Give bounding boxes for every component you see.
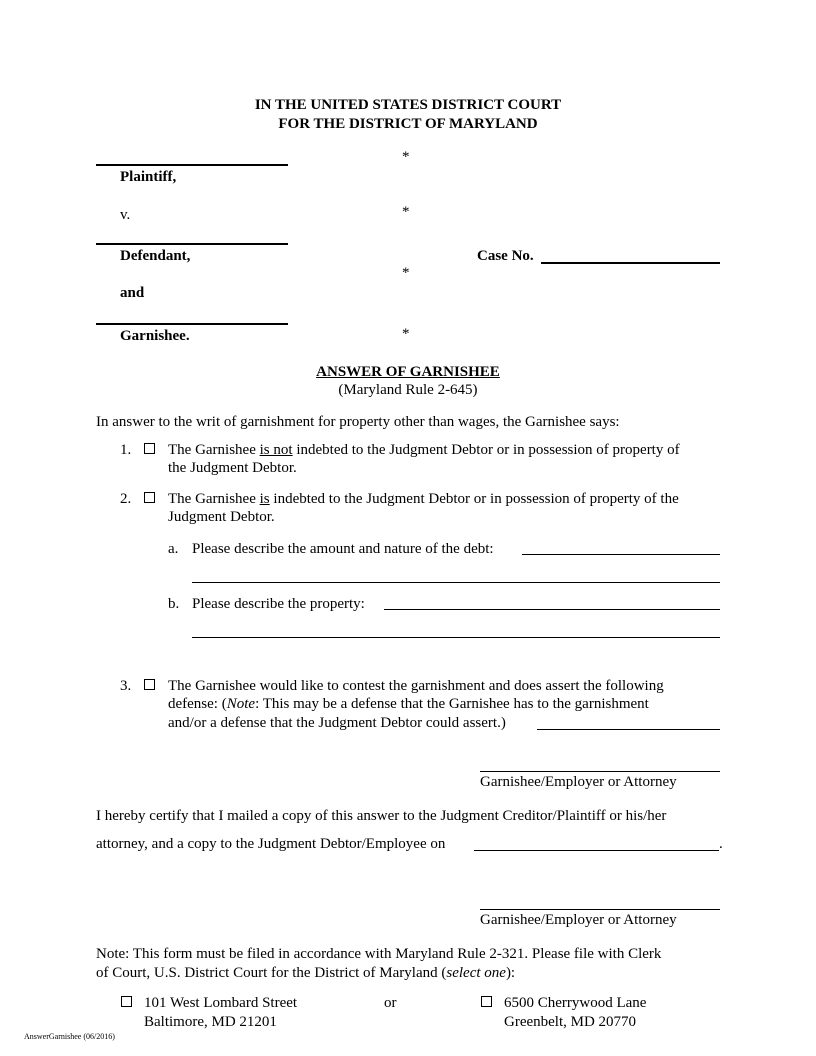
item-1-checkbox[interactable] [144,443,155,454]
item-2a-text: Please describe the amount and nature of the debt: [192,541,494,557]
item-2-checkbox[interactable] [144,492,155,503]
and-label: and [120,285,145,301]
item-1-text-line2: the Judgment Debtor. [168,460,297,476]
form-title: ANSWER OF GARNISHEE [316,364,500,380]
mailing-date-line[interactable] [474,850,719,851]
property-description-line[interactable] [384,609,720,610]
debt-description-line-2[interactable] [192,582,720,583]
certify-text: I hereby certify that I mailed a copy of this answer to the Judgment Creditor/Plaintiff or his/her [96,808,667,824]
versus-label: v. [120,207,131,223]
signature-label-1: Garnishee/Employer or Attorney [480,774,677,790]
intro-text: In answer to the writ of garnishment for property other than wages, the Garnishee says: [96,414,620,430]
item-2a-label: a. [168,541,179,557]
form-subtitle: (Maryland Rule 2-645) [338,382,478,398]
or-label: or [384,995,397,1011]
item-3-text-line3: and/or a defense that the Judgment Debtor could assert.) [168,715,506,731]
court-title-line2: FOR THE DISTRICT OF MARYLAND [278,116,538,132]
defense-line[interactable] [537,729,720,730]
garnishee-label: Garnishee. [120,328,190,344]
form-footer-code: AnswerGarnishee (06/2016) [24,1032,115,1041]
garnishee-line[interactable] [96,323,288,325]
signature-line-1[interactable] [480,771,720,772]
item-2-number: 2. [120,491,132,507]
baltimore-checkbox[interactable] [121,996,132,1007]
item-2b-label: b. [168,596,180,612]
item-2-text: The Garnishee is indebted to the Judgment Debtor or in possession of property of the [168,491,679,507]
signature-line-2[interactable] [480,909,720,910]
baltimore-street: 101 West Lombard Street [144,995,298,1011]
greenbelt-street: 6500 Cherrywood Lane [504,995,647,1011]
case-no-line[interactable] [541,262,720,264]
baltimore-city: Baltimore, MD 21201 [144,1014,277,1030]
property-description-line-2[interactable] [192,637,720,638]
item-3-checkbox[interactable] [144,679,155,690]
signature-label-2: Garnishee/Employer or Attorney [480,912,677,928]
greenbelt-checkbox[interactable] [481,996,492,1007]
court-title-line1: IN THE UNITED STATES DISTRICT COURT [254,97,562,113]
certify-period: . [719,836,723,852]
caption-star: * [402,149,410,165]
item-3-number: 3. [120,678,132,694]
defendant-line[interactable] [96,243,288,245]
plaintiff-line[interactable] [96,164,288,166]
caption-star: * [402,265,410,281]
debt-description-line[interactable] [522,554,720,555]
greenbelt-city: Greenbelt, MD 20770 [504,1014,637,1030]
item-3-text: The Garnishee would like to contest the garnishment and does assert the following [168,678,664,694]
case-no-label: Case No. [477,248,534,264]
plaintiff-label: Plaintiff, [120,169,177,185]
item-2-text-line2: Judgment Debtor. [168,509,275,525]
item-1-text: The Garnishee is not indebted to the Judgment Debtor or in possession of property of [168,442,680,458]
certify-text-line2: attorney, and a copy to the Judgment Debtor/Employee on [96,836,446,852]
caption-star: * [402,326,410,342]
filing-note: Note: This form must be filed in accordance with Maryland Rule 2-321. Please file with Clerk [96,946,662,962]
caption-star: * [402,204,410,220]
item-2b-text: Please describe the property: [192,596,365,612]
item-1-number: 1. [120,442,132,458]
filing-note-line2: of Court, U.S. District Court for the District of Maryland (select one): [96,965,516,981]
defendant-label: Defendant, [120,248,191,264]
item-3-text-line2: defense: (Note: This may be a defense that the Garnishee has to the garnishment [168,696,649,712]
